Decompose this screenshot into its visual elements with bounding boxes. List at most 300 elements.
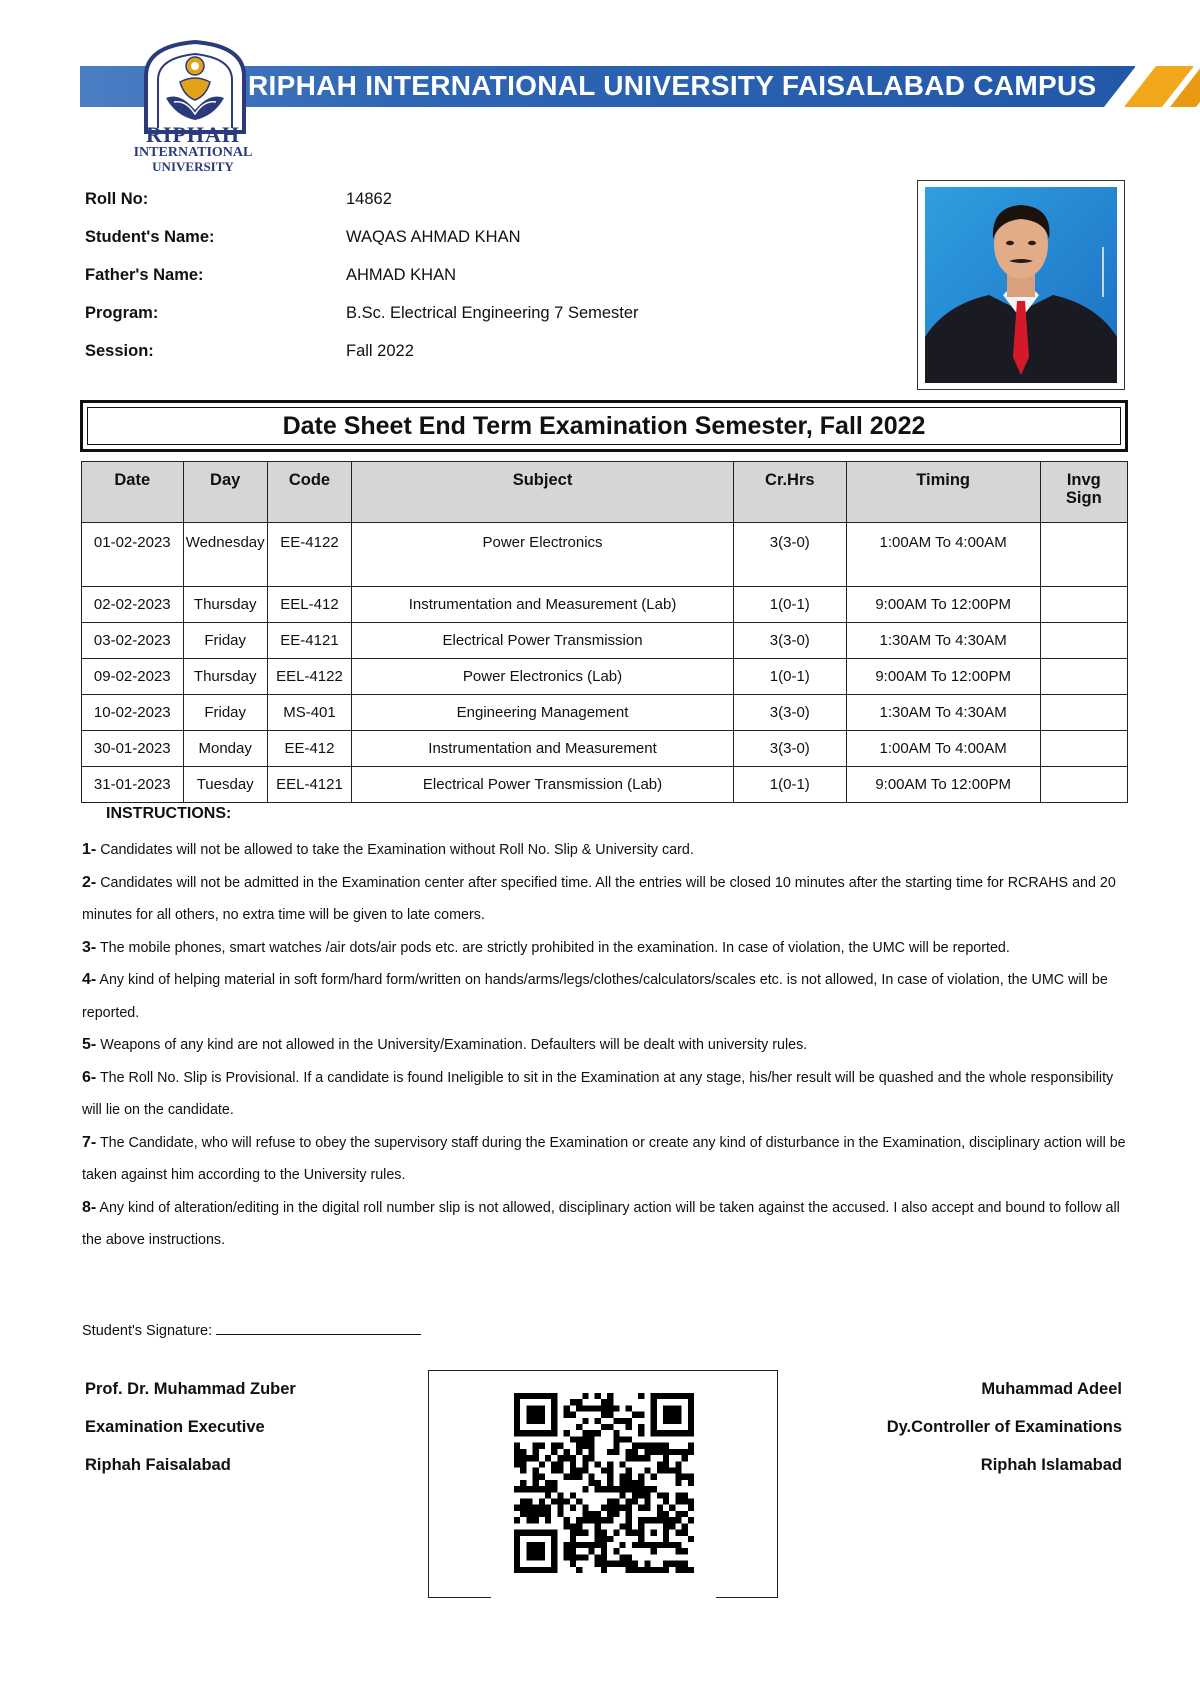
qr-module [526, 1486, 532, 1492]
cell-credit-hours: 1(0-1) [733, 659, 846, 695]
qr-module [626, 1418, 632, 1424]
qr-module [682, 1393, 688, 1399]
qr-module [545, 1486, 551, 1492]
qr-module [620, 1523, 626, 1529]
qr-module [638, 1455, 644, 1461]
qr-module [644, 1561, 650, 1567]
qr-module [607, 1517, 613, 1523]
qr-module [514, 1517, 520, 1523]
qr-module [644, 1542, 650, 1548]
qr-module [570, 1399, 576, 1405]
qr-module [682, 1492, 688, 1498]
cell-day: Monday [183, 731, 267, 767]
qr-module [520, 1505, 526, 1511]
qr-module [545, 1492, 551, 1498]
qr-module [539, 1405, 545, 1411]
qr-module [564, 1517, 570, 1523]
qr-module [601, 1567, 607, 1573]
qr-module [626, 1424, 632, 1430]
datesheet-title: Date Sheet End Term Examination Semester, Fall 2022 [282, 411, 926, 440]
qr-module [576, 1523, 582, 1529]
qr-module [638, 1474, 644, 1480]
table-row [82, 587, 1128, 623]
qr-module [601, 1548, 607, 1554]
qr-module [601, 1486, 607, 1492]
qr-module [638, 1412, 644, 1418]
qr-module [582, 1430, 588, 1436]
qr-module [613, 1443, 619, 1449]
qr-module [607, 1505, 613, 1511]
student-signature-line [82, 1322, 421, 1339]
qr-module [651, 1412, 657, 1418]
qr-module [539, 1418, 545, 1424]
qr-module [675, 1567, 681, 1573]
qr-module [582, 1443, 588, 1449]
qr-module [570, 1505, 576, 1511]
qr-module [657, 1492, 663, 1498]
qr-module [620, 1480, 626, 1486]
qr-module [613, 1530, 619, 1536]
examination-executive-block [85, 1380, 296, 1494]
qr-module [607, 1486, 613, 1492]
cell-code: EEL-4122 [267, 659, 351, 695]
qr-module [539, 1486, 545, 1492]
qr-module [620, 1461, 626, 1467]
cell-credit-hours: 1(0-1) [733, 587, 846, 623]
qr-module [675, 1548, 681, 1554]
qr-module [557, 1499, 563, 1505]
qr-module [595, 1517, 601, 1523]
qr-module [688, 1567, 694, 1573]
signatory-name: Muhammad Adeel [981, 1380, 1122, 1398]
qr-module [582, 1436, 588, 1442]
qr-module [682, 1474, 688, 1480]
qr-module [564, 1405, 570, 1411]
student-photo [925, 187, 1117, 383]
cell-credit-hours: 3(3-0) [733, 623, 846, 659]
qr-module [644, 1443, 650, 1449]
qr-module [526, 1517, 532, 1523]
cell-credit-hours: 1(0-1) [733, 767, 846, 803]
cell-day: Thursday [183, 587, 267, 623]
qr-module [576, 1499, 582, 1505]
qr-module [533, 1505, 539, 1511]
qr-module [576, 1436, 582, 1442]
qr-module [675, 1499, 681, 1505]
qr-module [651, 1530, 657, 1536]
cell-date: 30-01-2023 [82, 731, 184, 767]
qr-module [626, 1517, 632, 1523]
qr-module [626, 1523, 632, 1529]
qr-module [632, 1449, 638, 1455]
qr-module [663, 1536, 669, 1542]
qr-module [533, 1474, 539, 1480]
qr-module [688, 1418, 694, 1424]
cell-credit-hours: 3(3-0) [733, 523, 846, 587]
qr-module [595, 1393, 601, 1399]
qr-module [545, 1517, 551, 1523]
cell-day: Friday [183, 695, 267, 731]
qr-module [564, 1548, 570, 1554]
signatory-location: Riphah Faisalabad [85, 1456, 231, 1474]
qr-module [588, 1405, 594, 1411]
qr-module [638, 1424, 644, 1430]
qr-module [520, 1530, 526, 1536]
qr-module [638, 1486, 644, 1492]
qr-module [663, 1499, 669, 1505]
qr-module [651, 1399, 657, 1405]
qr-module [657, 1393, 663, 1399]
qr-module [669, 1449, 675, 1455]
student-photo-frame [917, 180, 1125, 390]
qr-module [570, 1561, 576, 1567]
qr-module [582, 1461, 588, 1467]
qr-module [539, 1499, 545, 1505]
qr-module [663, 1461, 669, 1467]
qr-module [688, 1424, 694, 1430]
qr-module [514, 1393, 520, 1399]
qr-module [514, 1530, 520, 1536]
qr-module [682, 1449, 688, 1455]
qr-module [607, 1499, 613, 1505]
qr-module [626, 1511, 632, 1517]
cell-subject: Electrical Power Transmission (Lab) [352, 767, 734, 803]
qr-module [588, 1548, 594, 1554]
qr-module [582, 1530, 588, 1536]
qr-module [514, 1567, 520, 1573]
qr-module [514, 1443, 520, 1449]
qr-module [520, 1467, 526, 1473]
qr-module [620, 1474, 626, 1480]
qr-module [638, 1393, 644, 1399]
qr-module [595, 1523, 601, 1529]
qr-module [607, 1405, 613, 1411]
qr-module [551, 1424, 557, 1430]
cell-day: Tuesday [183, 767, 267, 803]
qr-module [539, 1511, 545, 1517]
qr-module [682, 1511, 688, 1517]
qr-module [626, 1554, 632, 1560]
qr-module [601, 1424, 607, 1430]
qr-module [570, 1548, 576, 1554]
qr-module [651, 1486, 657, 1492]
qr-module [595, 1486, 601, 1492]
qr-module [576, 1474, 582, 1480]
qr-module [688, 1480, 694, 1486]
qr-module [682, 1499, 688, 1505]
qr-module [663, 1542, 669, 1548]
cell-invigilator-sign [1040, 767, 1127, 803]
qr-module [601, 1405, 607, 1411]
qr-module [682, 1561, 688, 1567]
qr-module [638, 1480, 644, 1486]
qr-module [545, 1505, 551, 1511]
qr-module [514, 1405, 520, 1411]
cell-date: 03-02-2023 [82, 623, 184, 659]
cell-subject: Engineering Management [352, 695, 734, 731]
qr-module [657, 1505, 663, 1511]
qr-module [669, 1517, 675, 1523]
instruction-item: 3- The mobile phones, smart watches /air dots/air pods etc. are strictly prohibited in the examination. In case of violation, the UMC will be reported. [82, 938, 1010, 956]
cell-code: EE-4121 [267, 623, 351, 659]
cell-date: 10-02-2023 [82, 695, 184, 731]
signatory-designation: Dy.Controller of Examinations [886, 1418, 1122, 1436]
qr-module [551, 1461, 557, 1467]
qr-module [526, 1430, 532, 1436]
instruction-item: 5- Weapons of any kind are not allowed in the University/Examination. Defaulters will be dealt with university rules. [82, 1036, 808, 1053]
info-value: B.Sc. Electrical Engineering 7 Semester [346, 304, 639, 322]
cell-code: EEL-4121 [267, 767, 351, 803]
cell-timing: 9:00AM To 12:00PM [846, 587, 1040, 623]
qr-module [688, 1393, 694, 1399]
qr-module [657, 1430, 663, 1436]
cell-day: Wednesday [183, 523, 267, 587]
qr-module [663, 1449, 669, 1455]
qr-module [595, 1530, 601, 1536]
qr-module [620, 1505, 626, 1511]
qr-module [551, 1393, 557, 1399]
instruction-item: 2- Candidates will not be admitted in the Examination center after specified time. All the entries will be closed 10 minutes after the starting time for RCRAHS and 20 minutes for all others, no extra time will be given to late comers. [82, 873, 1116, 923]
qr-module [613, 1505, 619, 1511]
info-value: WAQAS AHMAD KHAN [346, 228, 521, 246]
qr-module [570, 1530, 576, 1536]
qr-module [526, 1567, 532, 1573]
qr-module [520, 1499, 526, 1505]
qr-module [551, 1486, 557, 1492]
qr-module [551, 1567, 557, 1573]
qr-module [582, 1511, 588, 1517]
qr-module [638, 1536, 644, 1542]
qr-module [533, 1443, 539, 1449]
qr-module [539, 1474, 545, 1480]
qr-module [613, 1418, 619, 1424]
cell-code: EE-412 [267, 731, 351, 767]
qr-module [514, 1412, 520, 1418]
table-header-row [82, 462, 1128, 523]
qr-module [644, 1499, 650, 1505]
cell-timing: 9:00AM To 12:00PM [846, 767, 1040, 803]
cell-invigilator-sign [1040, 623, 1127, 659]
qr-module [595, 1480, 601, 1486]
qr-module [526, 1412, 532, 1418]
qr-module [601, 1517, 607, 1523]
instruction-item: 8- Any kind of alteration/editing in the digital roll number slip is not allowed, disciplinary action will be taken against the accused. I also accept and bound to follow all the above instructions. [82, 1198, 1120, 1248]
qr-module [576, 1443, 582, 1449]
qr-module [570, 1461, 576, 1467]
cell-subject: Power Electronics [352, 523, 734, 587]
qr-code-icon [514, 1393, 694, 1573]
qr-module [663, 1405, 669, 1411]
qr-module [663, 1412, 669, 1418]
qr-module [626, 1467, 632, 1473]
cell-invigilator-sign [1040, 731, 1127, 767]
qr-module [601, 1412, 607, 1418]
qr-module [595, 1461, 601, 1467]
qr-module [651, 1548, 657, 1554]
qr-module [595, 1418, 601, 1424]
qr-module [663, 1467, 669, 1473]
qr-module [557, 1467, 563, 1473]
qr-module [651, 1418, 657, 1424]
qr-module [539, 1461, 545, 1467]
qr-module [675, 1517, 681, 1523]
qr-module [644, 1467, 650, 1473]
cell-invigilator-sign [1040, 587, 1127, 623]
qr-module [682, 1548, 688, 1554]
qr-module [526, 1393, 532, 1399]
qr-module [588, 1480, 594, 1486]
qr-module [644, 1492, 650, 1498]
qr-module [688, 1443, 694, 1449]
column-header-day: Day [183, 462, 267, 523]
qr-module [607, 1461, 613, 1467]
qr-module [582, 1418, 588, 1424]
qr-module [576, 1405, 582, 1411]
instruction-item: 4- Any kind of helping material in soft form/hard form/written on hands/arms/legs/clothes/calculators/scales etc. is not allowed, In case of violation, the UMC will be reported. [82, 971, 1108, 1021]
qr-module [533, 1542, 539, 1548]
qr-module [545, 1393, 551, 1399]
qr-module [533, 1405, 539, 1411]
qr-module [607, 1424, 613, 1430]
qr-module [663, 1443, 669, 1449]
qr-module [675, 1492, 681, 1498]
qr-module [601, 1542, 607, 1548]
qr-module [551, 1548, 557, 1554]
qr-module [551, 1561, 557, 1567]
qr-module [620, 1486, 626, 1492]
qr-module [545, 1430, 551, 1436]
qr-module [533, 1480, 539, 1486]
qr-module [533, 1418, 539, 1424]
qr-module [570, 1455, 576, 1461]
qr-module [520, 1461, 526, 1467]
qr-module [551, 1554, 557, 1560]
qr-module [551, 1405, 557, 1411]
qr-module [651, 1430, 657, 1436]
qr-module [620, 1542, 626, 1548]
info-value: Fall 2022 [346, 342, 414, 360]
qr-module [601, 1554, 607, 1560]
column-header-subject: Subject [352, 462, 734, 523]
qr-module [607, 1393, 613, 1399]
qr-module [564, 1455, 570, 1461]
table-row [82, 767, 1128, 803]
qr-module [570, 1523, 576, 1529]
instruction-item: 1- Candidates will not be allowed to take the Examination without Roll No. Slip & University card. [82, 841, 694, 858]
qr-module [613, 1511, 619, 1517]
qr-module [595, 1542, 601, 1548]
qr-module [651, 1424, 657, 1430]
info-value: AHMAD KHAN [346, 266, 457, 284]
qr-module [632, 1561, 638, 1567]
column-header-invigilator-sign: Invg Sign [1040, 462, 1127, 523]
qr-module [620, 1418, 626, 1424]
qr-module [663, 1418, 669, 1424]
qr-module [545, 1480, 551, 1486]
qr-module [632, 1455, 638, 1461]
qr-module [570, 1412, 576, 1418]
qr-module [644, 1449, 650, 1455]
qr-module [545, 1511, 551, 1517]
qr-module [669, 1412, 675, 1418]
qr-module [626, 1561, 632, 1567]
qr-module [570, 1474, 576, 1480]
qr-module [526, 1548, 532, 1554]
qr-module [570, 1554, 576, 1560]
qr-module [669, 1505, 675, 1511]
qr-module [651, 1449, 657, 1455]
cell-code: EEL-412 [267, 587, 351, 623]
qr-module [663, 1567, 669, 1573]
qr-module [576, 1467, 582, 1473]
qr-module [533, 1486, 539, 1492]
qr-module [601, 1536, 607, 1542]
qr-module [657, 1449, 663, 1455]
qr-module [520, 1430, 526, 1436]
qr-module [688, 1430, 694, 1436]
qr-module [526, 1542, 532, 1548]
qr-module [526, 1418, 532, 1424]
qr-module [514, 1548, 520, 1554]
qr-module [588, 1455, 594, 1461]
qr-module [557, 1461, 563, 1467]
qr-module [607, 1511, 613, 1517]
qr-module [595, 1405, 601, 1411]
signature-label: Student's Signature: [82, 1323, 213, 1339]
qr-module [576, 1399, 582, 1405]
column-header-date: Date [82, 462, 184, 523]
qr-module [663, 1455, 669, 1461]
qr-module [613, 1561, 619, 1567]
qr-module [551, 1499, 557, 1505]
qr-module [644, 1517, 650, 1523]
qr-module [607, 1480, 613, 1486]
qr-module [514, 1486, 520, 1492]
qr-module [588, 1430, 594, 1436]
qr-module [638, 1523, 644, 1529]
cell-day: Thursday [183, 659, 267, 695]
qr-module [632, 1530, 638, 1536]
qr-module [520, 1486, 526, 1492]
qr-module [557, 1492, 563, 1498]
qr-module [644, 1505, 650, 1511]
university-title: RIPHAH INTERNATIONAL UNIVERSITY FAISALABAD CAMPUS [248, 70, 1097, 101]
qr-module [607, 1467, 613, 1473]
qr-module [551, 1536, 557, 1542]
qr-module [539, 1554, 545, 1560]
qr-module [638, 1567, 644, 1573]
qr-module [613, 1436, 619, 1442]
qr-module [526, 1505, 532, 1511]
table-row [82, 523, 1128, 587]
qr-module [576, 1542, 582, 1548]
qr-module [582, 1467, 588, 1473]
qr-module [533, 1567, 539, 1573]
qr-module [557, 1505, 563, 1511]
qr-module [514, 1505, 520, 1511]
qr-module [675, 1418, 681, 1424]
qr-frame-bottom-left [428, 1597, 491, 1598]
qr-module [595, 1554, 601, 1560]
qr-module [545, 1567, 551, 1573]
qr-module [595, 1430, 601, 1436]
qr-module [557, 1455, 563, 1461]
qr-module [514, 1461, 520, 1467]
qr-module [613, 1548, 619, 1554]
instruction-item: 7- The Candidate, who will refuse to obey the supervisory staff during the Examination or create any kind of disturbance in the Examination, disciplinary action will be taken against him according to the University rules. [82, 1133, 1126, 1183]
qr-module [626, 1449, 632, 1455]
qr-module [613, 1499, 619, 1505]
